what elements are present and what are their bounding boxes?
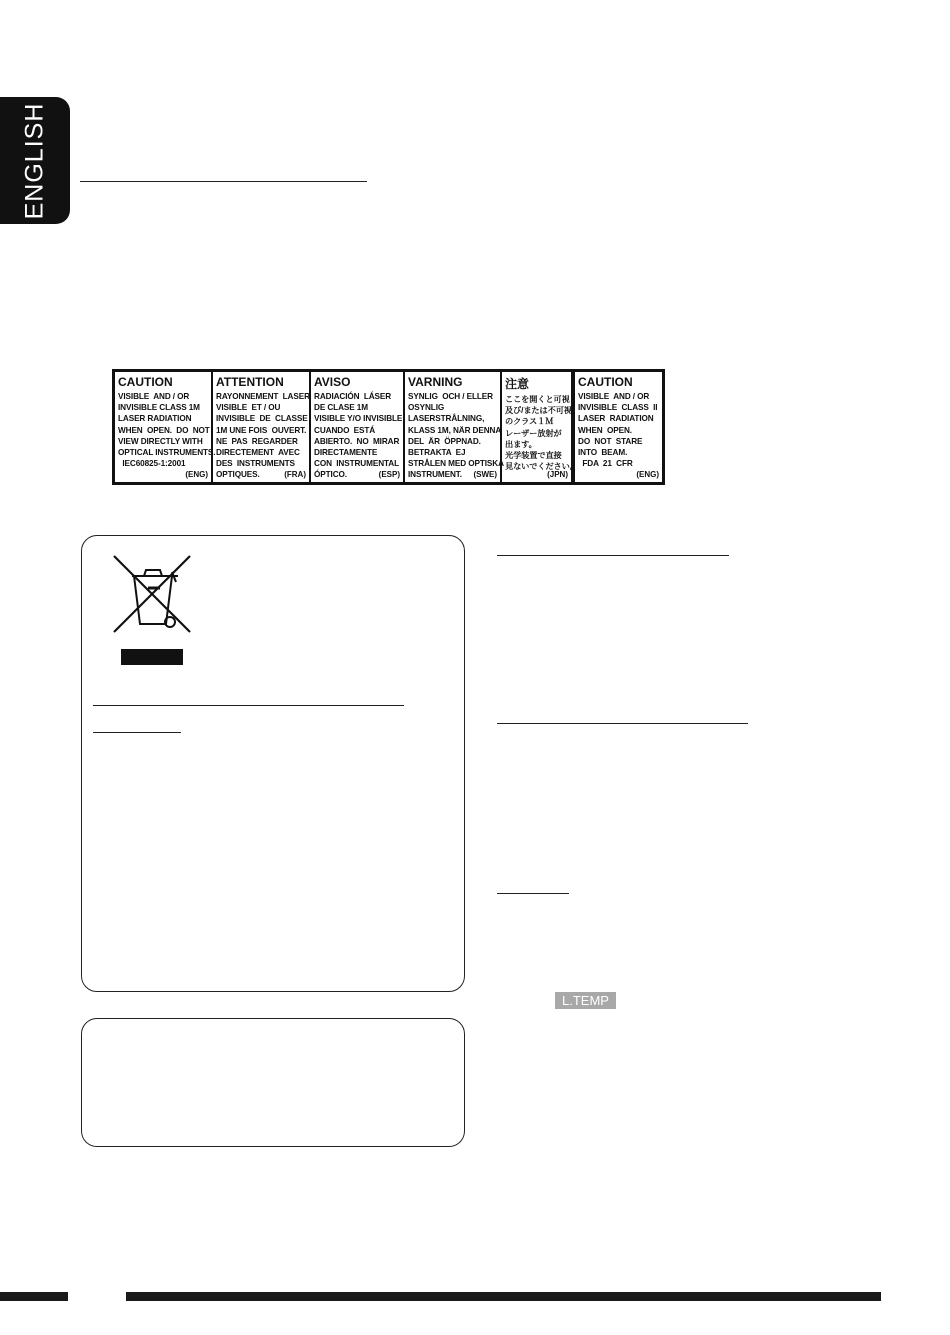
right-heading-rule-3 [497,893,569,894]
crossed-out-bin-icon [112,554,192,636]
footer-bar-left [0,1292,68,1301]
section-heading-rule [80,181,367,182]
label-language-code: (ENG) [636,470,659,479]
disposal-heading-rule [93,705,404,706]
label-language-code: (SWE) [473,470,497,479]
label-heading: AVISO [314,375,351,389]
label-text: RADIACIÓN LÁSER DE CLASE 1M VISIBLE Y/O INVISIBLE CUANDO ESTÁ ABIERTO. NO MIRAR DIRECTAMENTE CON INSTRUMENTAL ÓPTICO. [314,392,403,480]
footer-bar-right [126,1292,881,1301]
laser-caution-label [112,369,665,485]
label-column-fra [213,372,311,482]
label-heading: CAUTION [578,375,633,389]
language-tab [0,97,70,224]
label-language-code: (ENG) [185,470,208,479]
right-heading-rule-1 [497,555,729,556]
label-column-swe [405,372,502,482]
disposal-symbol-bar [121,649,183,665]
right-heading-rule-2 [497,723,748,724]
label-text: SYNLIG OCH / ELLER OSYNLIG LASERSTRÅLNING, KLASS 1M, NÄR DENNA DEL ÄR ÖPPNAD. BETRAKTA EJ STRÅLEN MED OPTISKA INSTRUMENT. [408,392,504,480]
label-text: ここを開くと可視 及び/または不可視 のクラス１Ｍ レーザー放射が 出ます。 光学装置で直接 見ないでください。 [505,395,578,472]
label-language-code: (FRA) [284,470,306,479]
label-heading: VARNING [408,375,463,389]
label-heading: ATTENTION [216,375,284,389]
language-tab-label: ENGLISH [20,102,49,219]
disposal-subheading-rule [93,732,181,733]
label-column-eng [115,372,216,482]
notice-box [81,1018,465,1147]
label-heading: 注意 [505,377,530,391]
label-text: VISIBLE AND / OR INVISIBLE CLASS II LASER RADIATION WHEN OPEN. DO NOT STARE INTO BEAM. FDA 21 CFR [578,392,658,469]
label-language-code: (ESP) [378,470,400,479]
label-text: RAYONNEMENT LASER VISIBLE ET / OU INVISIBLE DE CLASSE 1M UNE FOIS OUVERT. NE PAS REGARDER DIRECTEMENT AVEC DES INSTRUMENTS OPTIQUES. [216,392,310,480]
label-column-fda [575,372,662,482]
label-language-code: (JPN) [547,470,568,479]
label-column-esp [311,372,405,482]
temp-indicator: L.TEMP [555,992,616,1009]
label-column-jpn [502,372,578,482]
label-heading: CAUTION [118,375,173,389]
label-text: VISIBLE AND / OR INVISIBLE CLASS 1M LASER RADIATION WHEN OPEN. DO NOT VIEW DIRECTLY WITH OPTICAL INSTRUMENTS. IEC60825-1:2001 [118,392,216,469]
